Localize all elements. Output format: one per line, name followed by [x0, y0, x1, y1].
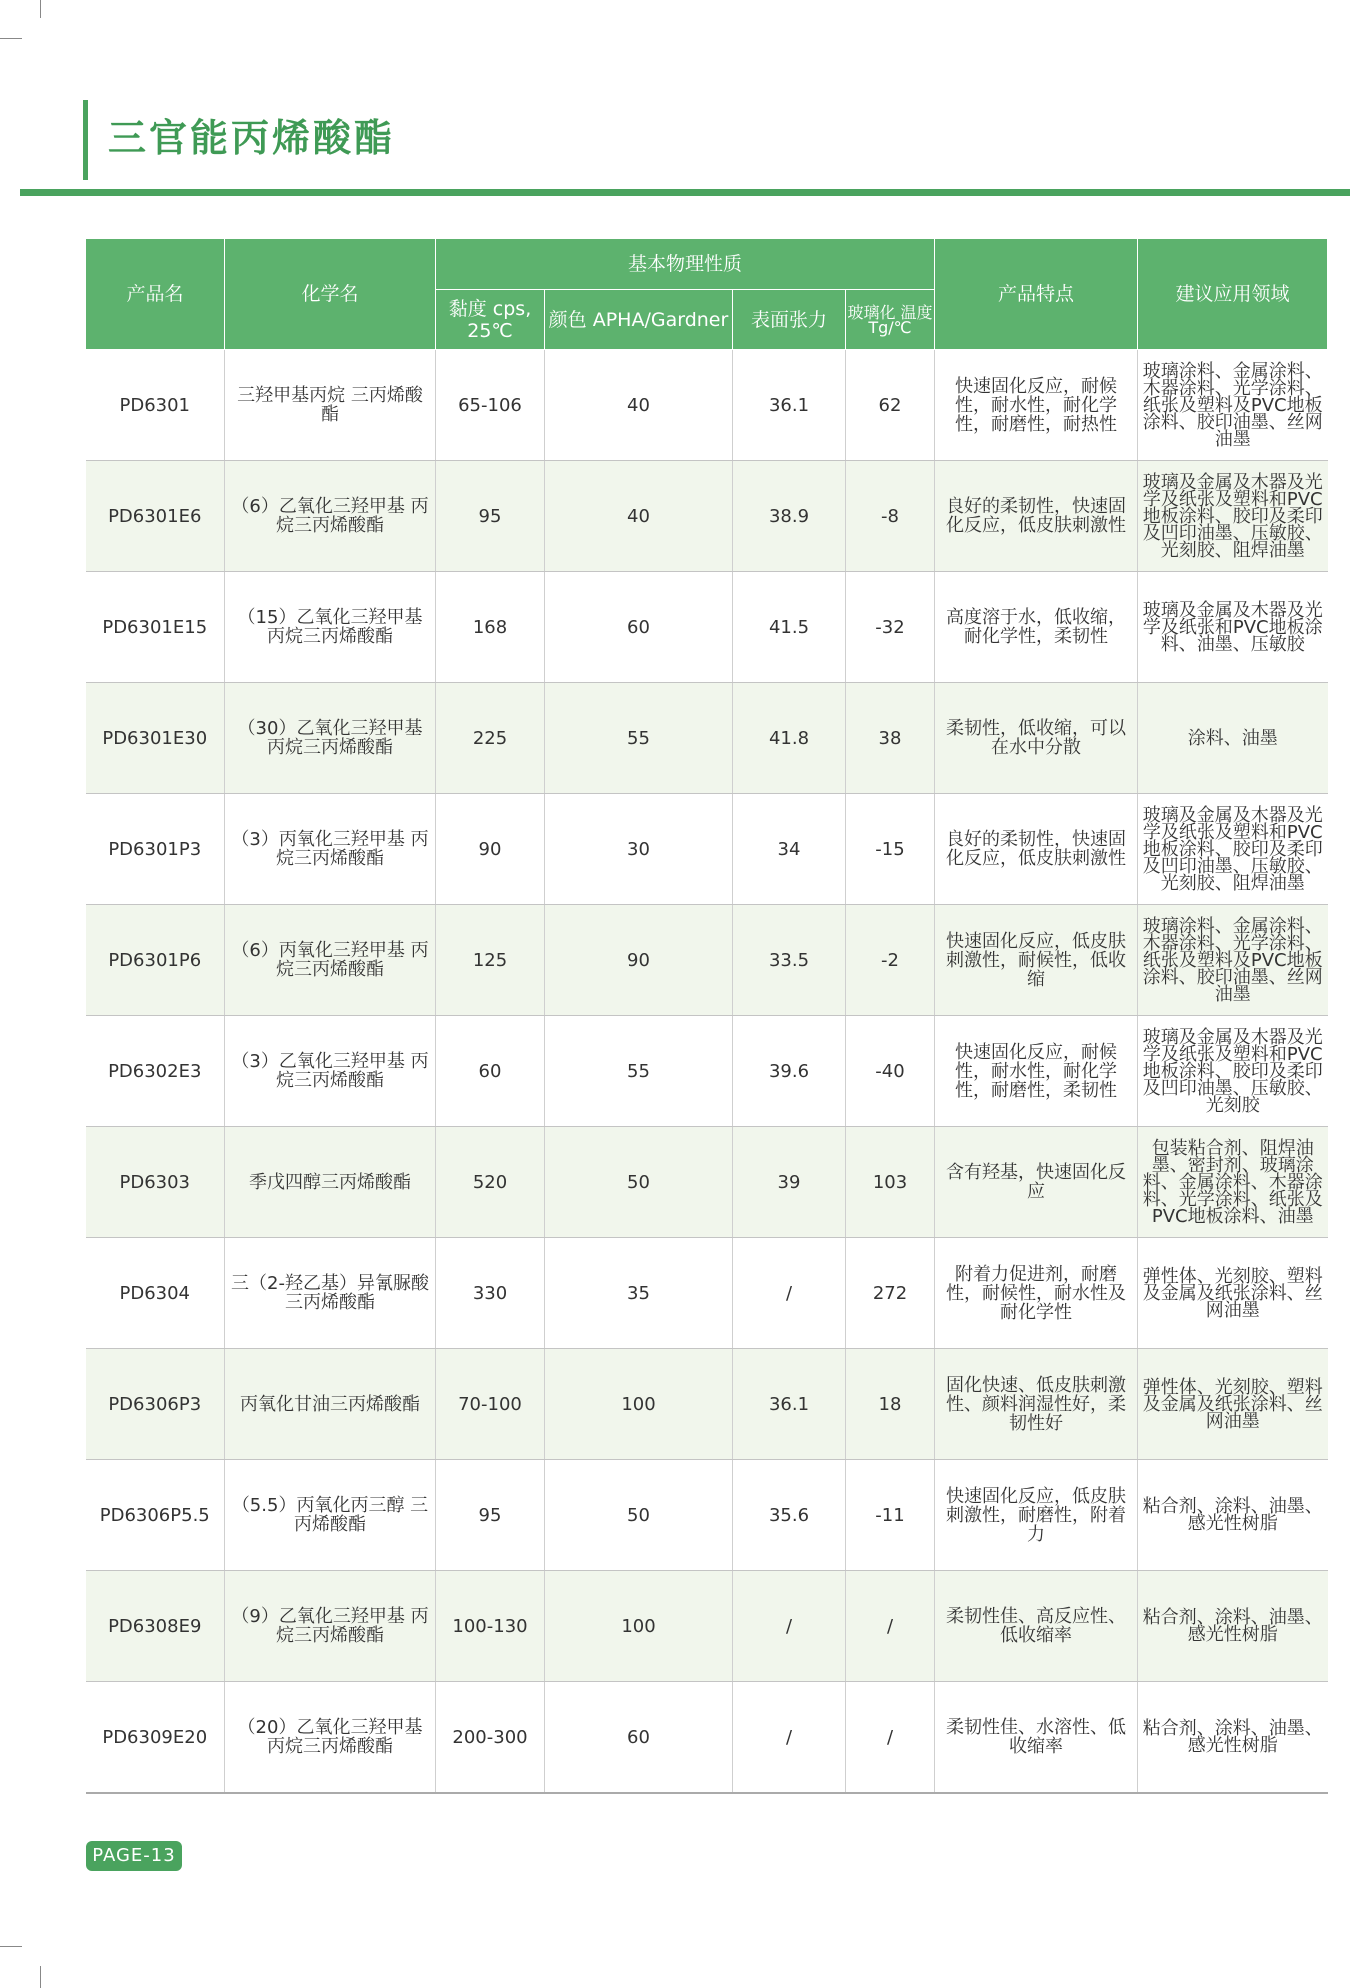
table-row [86, 350, 1328, 461]
color-cell: 40 [545, 350, 733, 461]
tg-cell: -15 [846, 794, 935, 905]
product-name-cell: PD6301 [86, 350, 225, 461]
chemical-name-cell: （6）丙氧化三羟甲基 丙烷三丙烯酸酯 [225, 905, 436, 1016]
features-cell: 柔韧性佳、水溶性、低收缩率 [935, 1682, 1138, 1794]
applications-cell: 玻璃涂料、金属涂料、木器涂料、光学涂料、纸张及塑料及PVC地板涂料、胶印油墨、丝网油墨 [1138, 905, 1328, 1016]
header-features: 产品特点 [935, 239, 1138, 350]
product-name-cell: PD6302E3 [86, 1016, 225, 1127]
features-cell: 固化快速、低皮肤刺激性、颜料润湿性好，柔韧性好 [935, 1349, 1138, 1460]
surface-tension-cell: 33.5 [733, 905, 846, 1016]
surface-tension-cell: / [733, 1238, 846, 1349]
features-cell: 高度溶于水，低收缩，耐化学性，柔韧性 [935, 572, 1138, 683]
table-row [86, 1682, 1328, 1794]
features-cell: 快速固化反应，耐候性，耐水性，耐化学性，耐磨性，耐热性 [935, 350, 1138, 461]
product-name-cell: PD6301P3 [86, 794, 225, 905]
header-tg: 玻璃化 温度 Tg/℃ [846, 290, 935, 350]
tg-cell: -8 [846, 461, 935, 572]
viscosity-cell: 95 [436, 461, 545, 572]
color-cell: 50 [545, 1460, 733, 1571]
table-row [86, 683, 1328, 794]
table-row [86, 1127, 1328, 1238]
viscosity-cell: 520 [436, 1127, 545, 1238]
product-spec-table [85, 238, 1328, 1794]
color-cell: 55 [545, 1016, 733, 1127]
viscosity-cell: 125 [436, 905, 545, 1016]
header-product: 产品名 [86, 239, 225, 350]
viscosity-cell: 65-106 [436, 350, 545, 461]
color-cell: 90 [545, 905, 733, 1016]
applications-cell: 粘合剂、涂料、油墨、感光性树脂 [1138, 1460, 1328, 1571]
chemical-name-cell: （20）乙氧化三羟甲基 丙烷三丙烯酸酯 [225, 1682, 436, 1794]
tg-cell: -32 [846, 572, 935, 683]
tg-cell: 272 [846, 1238, 935, 1349]
surface-tension-cell: 36.1 [733, 350, 846, 461]
color-cell: 30 [545, 794, 733, 905]
surface-tension-cell: 36.1 [733, 1349, 846, 1460]
surface-tension-cell: 39 [733, 1127, 846, 1238]
table-body [86, 350, 1328, 1794]
tg-cell: -11 [846, 1460, 935, 1571]
applications-cell: 弹性体、光刻胶、塑料及金属及纸张涂料、丝网油墨 [1138, 1349, 1328, 1460]
table-row [86, 905, 1328, 1016]
product-name-cell: PD6306P5.5 [86, 1460, 225, 1571]
color-cell: 35 [545, 1238, 733, 1349]
features-cell: 附着力促进剂，耐磨性，耐候性，耐水性及耐化学性 [935, 1238, 1138, 1349]
tg-cell: -2 [846, 905, 935, 1016]
surface-tension-cell: / [733, 1682, 846, 1794]
viscosity-cell: 70-100 [436, 1349, 545, 1460]
color-cell: 60 [545, 572, 733, 683]
features-cell: 快速固化反应，低皮肤刺激性，耐磨性，附着力 [935, 1460, 1138, 1571]
tg-cell: 38 [846, 683, 935, 794]
table-row [86, 1460, 1328, 1571]
chemical-name-cell: （15）乙氧化三羟甲基 丙烷三丙烯酸酯 [225, 572, 436, 683]
product-name-cell: PD6308E9 [86, 1571, 225, 1682]
surface-tension-cell: 35.6 [733, 1460, 846, 1571]
page-number-badge: PAGE-13 [86, 1841, 182, 1871]
chemical-name-cell: （30）乙氧化三羟甲基 丙烷三丙烯酸酯 [225, 683, 436, 794]
color-cell: 55 [545, 683, 733, 794]
viscosity-cell: 60 [436, 1016, 545, 1127]
color-cell: 100 [545, 1349, 733, 1460]
title-accent-bar [83, 100, 88, 180]
header-tension: 表面张力 [733, 290, 846, 350]
table-row [86, 794, 1328, 905]
color-cell: 50 [545, 1127, 733, 1238]
product-name-cell: PD6301E6 [86, 461, 225, 572]
applications-cell: 玻璃及金属及木器及光学及纸张及塑料和PVC地板涂料、胶印及柔印及凹印油墨、压敏胶、光刻胶、阻焊油墨 [1138, 461, 1328, 572]
viscosity-cell: 225 [436, 683, 545, 794]
applications-cell: 粘合剂、涂料、油墨、感光性树脂 [1138, 1682, 1328, 1794]
crop-mark [40, 0, 41, 18]
product-name-cell: PD6304 [86, 1238, 225, 1349]
tg-cell: 18 [846, 1349, 935, 1460]
tg-cell: / [846, 1682, 935, 1794]
header-chemical: 化学名 [225, 239, 436, 350]
tg-cell: 103 [846, 1127, 935, 1238]
features-cell: 含有羟基，快速固化反应 [935, 1127, 1138, 1238]
applications-cell: 玻璃及金属及木器及光学及纸张和PVC地板涂料、油墨、压敏胶 [1138, 572, 1328, 683]
applications-cell: 玻璃及金属及木器及光学及纸张及塑料和PVC地板涂料、胶印及柔印及凹印油墨、压敏胶、光刻胶、阻焊油墨 [1138, 794, 1328, 905]
viscosity-cell: 100-130 [436, 1571, 545, 1682]
surface-tension-cell: 41.5 [733, 572, 846, 683]
header-applications: 建议应用领域 [1138, 239, 1328, 350]
viscosity-cell: 168 [436, 572, 545, 683]
table-row [86, 1238, 1328, 1349]
product-name-cell: PD6309E20 [86, 1682, 225, 1794]
features-cell: 柔韧性佳、高反应性、低收缩率 [935, 1571, 1138, 1682]
chemical-name-cell: 三（2-羟乙基）异氰脲酸 三丙烯酸酯 [225, 1238, 436, 1349]
table-row [86, 1016, 1328, 1127]
product-name-cell: PD6301P6 [86, 905, 225, 1016]
chemical-name-cell: 三羟甲基丙烷 三丙烯酸酯 [225, 350, 436, 461]
table-row [86, 1349, 1328, 1460]
applications-cell: 玻璃及金属及木器及光学及纸张及塑料和PVC地板涂料、胶印及柔印及凹印油墨、压敏胶、光刻胶 [1138, 1016, 1328, 1127]
chemical-name-cell: 丙氧化甘油三丙烯酸酯 [225, 1349, 436, 1460]
crop-mark [0, 38, 22, 39]
surface-tension-cell: 41.8 [733, 683, 846, 794]
features-cell: 快速固化反应，低皮肤刺激性，耐候性，低收缩 [935, 905, 1138, 1016]
chemical-name-cell: （9）乙氧化三羟甲基 丙烷三丙烯酸酯 [225, 1571, 436, 1682]
color-cell: 60 [545, 1682, 733, 1794]
chemical-name-cell: 季戊四醇三丙烯酸酯 [225, 1127, 436, 1238]
color-cell: 40 [545, 461, 733, 572]
chemical-name-cell: （6）乙氧化三羟甲基 丙烷三丙烯酸酯 [225, 461, 436, 572]
color-cell: 100 [545, 1571, 733, 1682]
table-row [86, 461, 1328, 572]
tg-cell: 62 [846, 350, 935, 461]
tg-cell: / [846, 1571, 935, 1682]
applications-cell: 玻璃涂料、金属涂料、木器涂料、光学涂料、纸张及塑料及PVC地板涂料、胶印油墨、丝网油墨 [1138, 350, 1328, 461]
viscosity-cell: 95 [436, 1460, 545, 1571]
tg-cell: -40 [846, 1016, 935, 1127]
chemical-name-cell: （3）乙氧化三羟甲基 丙烷三丙烯酸酯 [225, 1016, 436, 1127]
features-cell: 柔韧性，低收缩，可以在水中分散 [935, 683, 1138, 794]
product-name-cell: PD6301E30 [86, 683, 225, 794]
product-name-cell: PD6301E15 [86, 572, 225, 683]
product-name-cell: PD6303 [86, 1127, 225, 1238]
surface-tension-cell: 38.9 [733, 461, 846, 572]
applications-cell: 弹性体、光刻胶、塑料及金属及纸张涂料、丝网油墨 [1138, 1238, 1328, 1349]
title-divider [20, 189, 1350, 196]
header-viscosity: 黏度 cps, 25℃ [436, 290, 545, 350]
surface-tension-cell: 39.6 [733, 1016, 846, 1127]
header-color: 颜色 APHA/Gardner [545, 290, 733, 350]
surface-tension-cell: 34 [733, 794, 846, 905]
surface-tension-cell: / [733, 1571, 846, 1682]
features-cell: 快速固化反应，耐候性，耐水性，耐化学性，耐磨性，柔韧性 [935, 1016, 1138, 1127]
header-physical-group: 基本物理性质 [436, 239, 935, 290]
product-name-cell: PD6306P3 [86, 1349, 225, 1460]
viscosity-cell: 330 [436, 1238, 545, 1349]
features-cell: 良好的柔韧性，快速固化反应，低皮肤刺激性 [935, 461, 1138, 572]
chemical-name-cell: （5.5）丙氧化丙三醇 三丙烯酸酯 [225, 1460, 436, 1571]
viscosity-cell: 200-300 [436, 1682, 545, 1794]
features-cell: 良好的柔韧性，快速固化反应，低皮肤刺激性 [935, 794, 1138, 905]
viscosity-cell: 90 [436, 794, 545, 905]
chemical-name-cell: （3）丙氧化三羟甲基 丙烷三丙烯酸酯 [225, 794, 436, 905]
table-row [86, 572, 1328, 683]
page-title: 三官能丙烯酸酯 [108, 116, 396, 160]
crop-mark [40, 1966, 41, 1988]
applications-cell: 涂料、油墨 [1138, 683, 1328, 794]
applications-cell: 包装粘合剂、阻焊油墨、密封剂、玻璃涂料、金属涂料、木器涂料、光学涂料、纸张及PVC地板涂料、油墨 [1138, 1127, 1328, 1238]
table-row [86, 1571, 1328, 1682]
applications-cell: 粘合剂、涂料、油墨、感光性树脂 [1138, 1571, 1328, 1682]
crop-mark [0, 1946, 22, 1947]
